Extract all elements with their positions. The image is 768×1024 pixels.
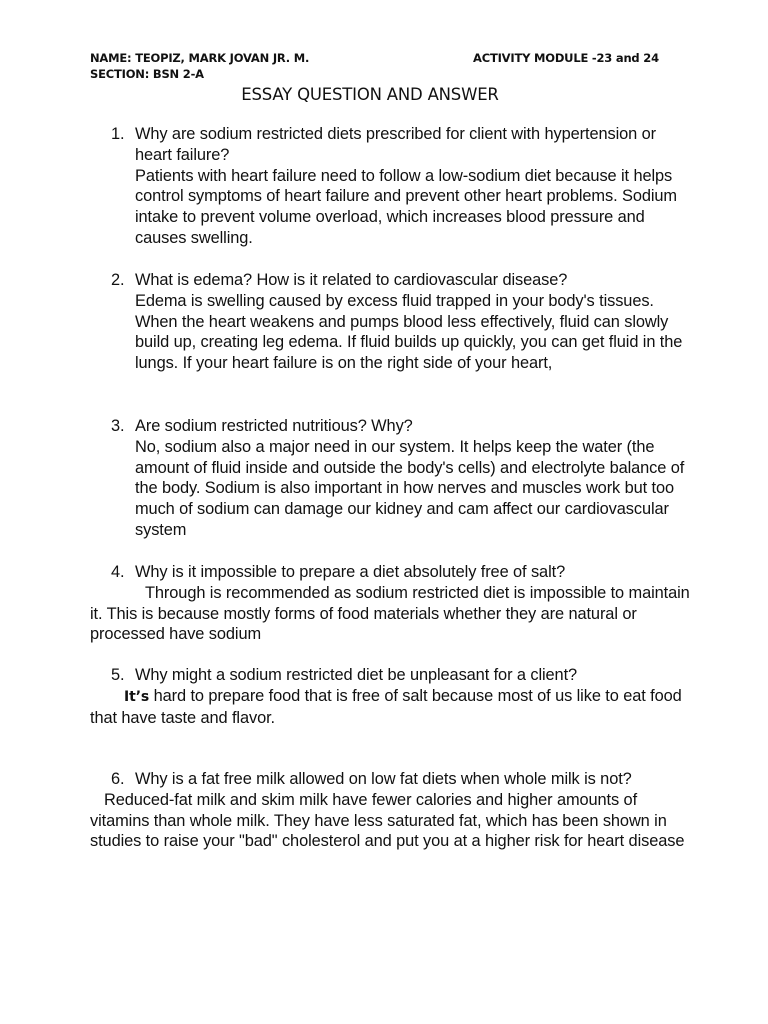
- qa-item-2: [90, 270, 690, 374]
- answer-1: Patients with heart failure need to follow a low-sodium diet because it helps control symptoms of heart failure and prevent other heart problems. Sodium intake to prevent volume overload, which increases blood pressure and causes swelling.: [135, 166, 677, 247]
- answer-6: Reduced-fat milk and skim milk have fewer calories and higher amounts of vitamins than whole milk. They have less saturated fat, which has been shown in studies to raise your "bad" cholesterol and put you at a higher risk for heart disease: [90, 790, 685, 851]
- question-2: [90, 270, 690, 291]
- document-header: [90, 50, 690, 84]
- question-number: 1.: [111, 125, 125, 143]
- activity-module-label: ACTIVITY MODULE -23 and 24: [473, 51, 659, 65]
- question-number: 5.: [111, 666, 125, 684]
- question-text: Why might a sodium restricted diet be unpleasant for a client?: [135, 666, 578, 684]
- question-6: [90, 769, 690, 790]
- question-number: 4.: [111, 563, 125, 581]
- question-number: 3.: [111, 417, 125, 435]
- qa-item-6: [90, 769, 690, 852]
- answer-3: No, sodium also a major need in our system. It helps keep the water (the amount of fluid inside and outside the body's cells) and electrolyte balance of the body. Sodium is also important in how nerves and muscles work but too much of sodium can damage our kidney and cam affect our cardiovascular system: [135, 437, 685, 539]
- question-number: 6.: [111, 770, 125, 788]
- page-title: ESSAY QUESTION AND ANSWER: [241, 85, 499, 104]
- question-text: Why is a fat free milk allowed on low fat diets when whole milk is not?: [135, 770, 632, 788]
- qa-item-1: [90, 124, 690, 249]
- question-text: Are sodium restricted nutritious? Why?: [135, 417, 413, 435]
- student-name: NAME: TEOPIZ, MARK JOVAN JR. M.: [90, 51, 310, 65]
- question-text: Why is it impossible to prepare a diet absolutely free of salt?: [135, 563, 566, 581]
- question-5: [90, 665, 690, 686]
- question-text: Why are sodium restricted diets prescribed for client with hypertension or heart failure?: [135, 125, 656, 164]
- qa-item-5: [90, 665, 690, 728]
- question-4: [90, 562, 690, 583]
- question-text: What is edema? How is it related to cardiovascular disease?: [135, 271, 568, 289]
- question-number: 2.: [111, 271, 125, 289]
- answer-text: hard to prepare food that is free of salt because most of us like to eat food that have taste and flavor.: [90, 686, 682, 727]
- qa-item-4: [90, 562, 690, 645]
- question-1: [90, 124, 690, 166]
- answer-2: Edema is swelling caused by excess fluid trapped in your body's tissues. When the heart weakens and pumps blood less effectively, fluid can slowly build up, creating leg edema. If fluid builds up quickly, you can get fluid in the lungs. If your heart failure is on the right side of your heart,: [135, 291, 683, 373]
- answer-bold-word: It’s: [124, 688, 150, 705]
- answer-5: [90, 686, 690, 729]
- section-label: SECTION: BSN 2-A: [90, 67, 204, 81]
- answer-4: Through is recommended as sodium restricted diet is impossible to maintain it. This is because mostly forms of food materials whether they are natural or processed have sodium: [90, 583, 690, 644]
- question-3: [90, 416, 690, 437]
- qa-item-3: [90, 416, 690, 541]
